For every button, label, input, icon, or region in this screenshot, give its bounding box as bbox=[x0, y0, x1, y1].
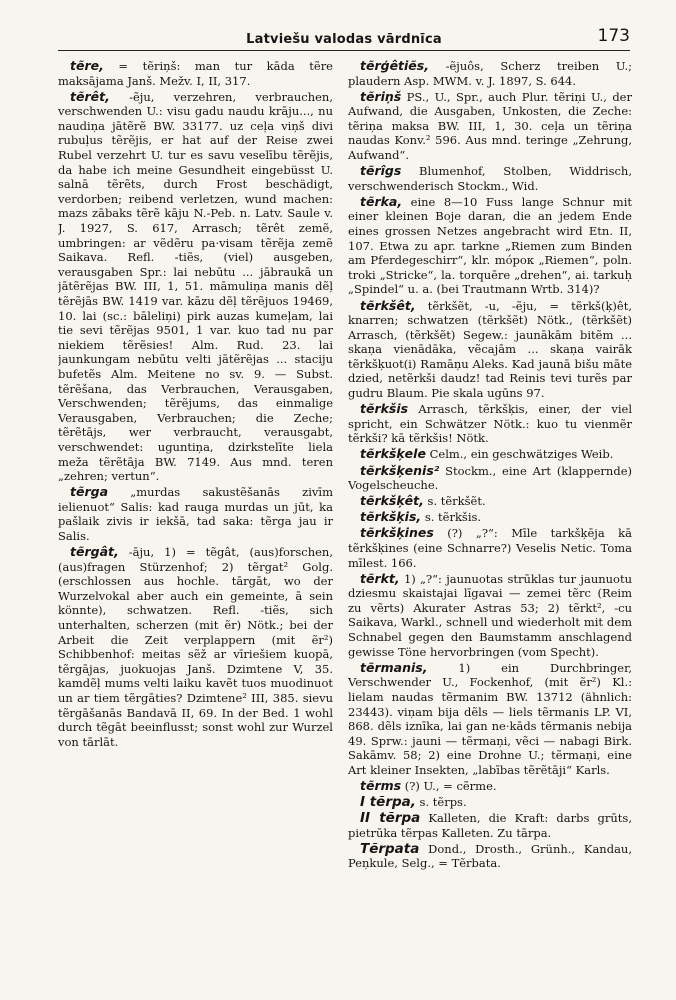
entry-definition: Stockm., eine Art (klappernde) Vogelscheuche. bbox=[348, 463, 632, 493]
dictionary-entry bbox=[348, 494, 632, 509]
entry-definition: Arrasch, tẽrkšķis, einer, der viel spricht, ein Schwätzer Nötk.: kuo tu vienmẽr tẽrkši? kā tẽrkšis! Nötk. bbox=[348, 402, 632, 446]
entry-definition: -ẽju, verzehren, verbrauchen, verschwenden U.: visu gadu naudu krāju..., nu naudiņa jātẽrẽ BW. 33177. uz ceļa viņš divi rubuļus tẽrẽjis, er hat auf der Reise zwei Rubel verzehrt U. tur es savu veselību tẽrẽjis, da habe ich meine Gesundheit eingebüsst U. salnā tẽrẽts, durch Frost beschädigt, verdorben; reibend verletzen, wund machen: mazs zābaks tẽrẽ kāju N.-Peb. n. Latv. Saule v. J. 1927, S. 617, Arrasch; tẽrêt zemẽ, umbringen: ar vẽdẽru pa·visam tẽrẽja zemẽ Saikava. Refl. -tiẽs, (viel) ausgeben, verausgaben Spr.: lai nebūtu ... jābraukā un jātẽrẽjas BW. III, 1, 51. māmuliņa manis dẽļ tẽrẽjās BW. 1419 var. kāzu dẽļ tẽrẽjuos 19469, 10. lai (sc.: bāleliņi) pirk auzas kumeļam, lai tie sevi tẽrẽjas 9501, 1 var. kuo tad nu par niekiem tẽrẽsies! Alm. Rud. 23. lai jaunkungam nebūtu velti jātẽrẽjas ... staciju bufetẽs Alm. Meitene no sv. 9. — Subst. tẽrẽšana, das Verbrauchen, Verausgaben, Verschwenden; tẽrẽjums, das einmalige Verausgaben, Verbrauchen; die Zeche; tẽrẽtājs, wer verbraucht, verausgabt, verschwendet: uguntiņa, dzirkstelīte liela meža tẽrẽtāja BW. 7149. Aus mnd. teren „zehren; vertun“. bbox=[58, 89, 333, 484]
entry-headword: tẽrģêtiẽs, bbox=[360, 59, 429, 73]
entry-definition: (?) U., = cẽrme. bbox=[401, 779, 497, 793]
dictionary-entry bbox=[348, 164, 632, 193]
dictionary-entry bbox=[348, 526, 632, 570]
entry-headword: tẽrga bbox=[70, 484, 109, 500]
dictionary-entry bbox=[348, 842, 632, 871]
dictionary-entry bbox=[348, 510, 632, 525]
dictionary-entry bbox=[348, 195, 632, 297]
dictionary-entry bbox=[348, 59, 632, 88]
dictionary-entry bbox=[58, 545, 333, 749]
entry-headword: tẽrîgs bbox=[360, 163, 402, 179]
page-header bbox=[58, 24, 630, 51]
entry-headword: Tẽrpata bbox=[360, 840, 420, 857]
dictionary-entry bbox=[58, 90, 333, 484]
entry-headword: tẽrms bbox=[360, 778, 402, 793]
entry-definition: Blumenhof, Stolben, Widdrisch, verschwenderisch Stockm., Wid. bbox=[348, 164, 632, 193]
entry-headword: II tẽrpa bbox=[360, 810, 421, 827]
entry-headword: tẽrmanis, bbox=[360, 659, 428, 675]
dictionary-entry bbox=[348, 779, 632, 794]
dictionary-entry bbox=[58, 59, 333, 88]
dictionary-entry bbox=[348, 572, 632, 660]
entry-definition: s. tẽrkšis. bbox=[421, 510, 482, 525]
dictionary-entry bbox=[58, 485, 333, 543]
entry-definition: = tẽriņš: man tur kāda tẽre maksājama Janš. Mežv. I, II, 317. bbox=[58, 59, 333, 88]
entry-definition: „murdas sakustẽšanās zivīm ielienuot“ Salis: kad rauga murdas un jūt, ka pašlaik zivis ir iekšā, tad saka: tẽrga jau ir Salis. bbox=[58, 485, 333, 543]
entry-definition: s. tẽrps. bbox=[415, 795, 467, 810]
entry-headword: tẽrkt, bbox=[360, 570, 400, 586]
page-number: 173 bbox=[597, 26, 630, 46]
dictionary-entry bbox=[348, 402, 632, 446]
entry-definition: (?) „?“: Mīle tarkšķēja kā tẽrkšķines (eine Schnarre?) Veselis Netic. Toma mīlest. 166. bbox=[348, 526, 632, 570]
dictionary-entry bbox=[348, 464, 632, 493]
entry-definition: Celm., ein geschwätziges Weib. bbox=[425, 447, 614, 462]
dictionary-entry bbox=[348, 299, 632, 401]
entry-headword: tẽre, bbox=[70, 59, 104, 73]
entry-definition: 1) ein Durchbringer, Verschwender U., Fockenhof, (mit ẽr²) Kl.: lielam naudas tẽrmanim BW. 13712 (ähnlich: 23443). viņam bija dẽls — liels tẽrmanis LP. VI, 868. dẽls iznīka, lai gan ne·kāds tẽrmanis nebija 49. Sprw.: jauni — tẽrmaņi, vẽci — nabagi Birk. Sakāmv. 58; 2) eine Drohne U.; tẽrmaņi, eine Art kleiner Insekten, „labības tẽrẽtāji“ Karls. bbox=[348, 660, 632, 777]
dictionary-entry bbox=[348, 90, 632, 163]
right-column bbox=[348, 59, 632, 989]
entry-headword: tẽrka, bbox=[360, 193, 403, 209]
left-column bbox=[58, 59, 333, 989]
entry-definition: PS., U., Spr., auch Plur. tẽriņi U., der Aufwand, die Ausgaben, Unkosten, die Zeche: tẽriņa maksa BW. III, 1, 30. ceļa un tẽriņa naudas Konv.² 596. Aus mnd. teringe „Zehrung, Aufwand“. bbox=[348, 89, 632, 163]
entry-definition: eine 8—10 Fuss lange Schnur mit einer kleinen Boje daran, die an jedem Ende eines grossen Netzes angebracht wird Etn. II, 107. Etwa zu apr. tarkne „Riemen zum Binden am Pferdegeschirr“, klr. móрок „Riemen“, poln. troki „Stricke“, la. torquēre „drehen“, ai. tarkuḥ „Spindel“ u. a. (bei Trautmann Wrtb. 314)? bbox=[348, 194, 632, 297]
entry-headword: tẽrkšķines bbox=[360, 525, 434, 541]
entry-definition: s. tẽrkšẽt. bbox=[423, 494, 486, 509]
dictionary-entry bbox=[348, 795, 632, 810]
entry-headword: tẽrkšis bbox=[360, 401, 409, 417]
entry-headword: tẽrêt, bbox=[70, 88, 110, 104]
entry-definition: -āju, 1) = tẽgât, (aus)forschen, (aus)fragen Stürzenhof; 2) tẽrgat² Golg. (erschlossen aus hochle. tārgāt, wo der Wurzelvokal aber auch ein gemeinte, ā sein könnte), schwatzen. Refl. -tiẽs, sich unterhalten, scherzen (mit ẽr) Nötk.; bei der Arbeit die Zeit verplappern (mit ẽr²) Schibbenhof: meitas sẽž ar vīriešiem kuopā, tẽrgājas, juokuojas Janš. Dzimtene V, 35. kamdẽļ mums velti laiku kavẽt tuos muodinuot un ar tiem tẽrgāties? Dzimtene² III, 385. sievu tẽrgāšanās Bandavā II, 69. In der Bed. 1 wohl durch tẽgāt beeinflusst; sonst wohl zur Wurzel von tārlāt. bbox=[58, 545, 333, 749]
entry-definition: 1) „?“: jaunuotas strūklas tur jaunuotu dziesmu skaistajai līgavai — zemei tẽrc (Reim zu vẽrts) Akurater Astras 53; 2) tẽrkt², -cu Saikava, Warkl., schnell und wiederholt mit dem Schnabel gegen den Baumstamm anschlagend gewisse Töne hervorbringen (vom Specht). bbox=[348, 571, 632, 659]
entry-headword: tẽriņš bbox=[360, 88, 402, 104]
entry-headword: tẽrkšķis, bbox=[360, 509, 422, 525]
entry-headword: tẽrkšêt, bbox=[360, 297, 416, 313]
entry-definition: Dond., Drosth., Grünh., Kandau, Peņkule, Selg., = Tẽrbata. bbox=[348, 841, 632, 871]
entry-headword: I tẽrpa, bbox=[360, 794, 416, 811]
entry-definition: tẽrkšẽt, -u, -ẽju, = tẽrkš(ķ)êt, knarren; schwatzen (tẽrkšẽt) Nötk., (tẽrkšẽt) Arrasch, (tẽrkšẽt) Segew.: jaunākām bitẽm ... skaņa vienādāka, vẽcajām ... skaņa vairāk tẽrkšķuot(i) Ramāņu Aleks. Kad jaunā bišu māte dzied, netẽrkši daudz! tad Reinis tevi turẽs par gudru Blaum. Pie skala ugūns 97. bbox=[348, 298, 632, 401]
dictionary-entry bbox=[348, 447, 632, 462]
entry-definition: -ẽjuôs, Scherz treiben U.; plaudern Asp. MWM. v. J. 1897, S. 644. bbox=[348, 59, 632, 88]
entry-headword: tẽrgât, bbox=[70, 544, 119, 560]
dictionary-entry bbox=[348, 811, 632, 840]
entry-headword: tẽrkšķêt, bbox=[360, 493, 424, 509]
entry-definition: Kalleten, die Kraft: darbs grūts, pietrūka tẽrpas Kalleten. Zu tārpa. bbox=[348, 811, 632, 840]
running-title: Latviešu valodas vārdnīca bbox=[246, 32, 442, 47]
entry-headword: tẽrkšķenis² bbox=[360, 462, 440, 478]
dictionary-entry bbox=[348, 661, 632, 778]
entry-headword: tẽrkšķele bbox=[360, 446, 426, 462]
